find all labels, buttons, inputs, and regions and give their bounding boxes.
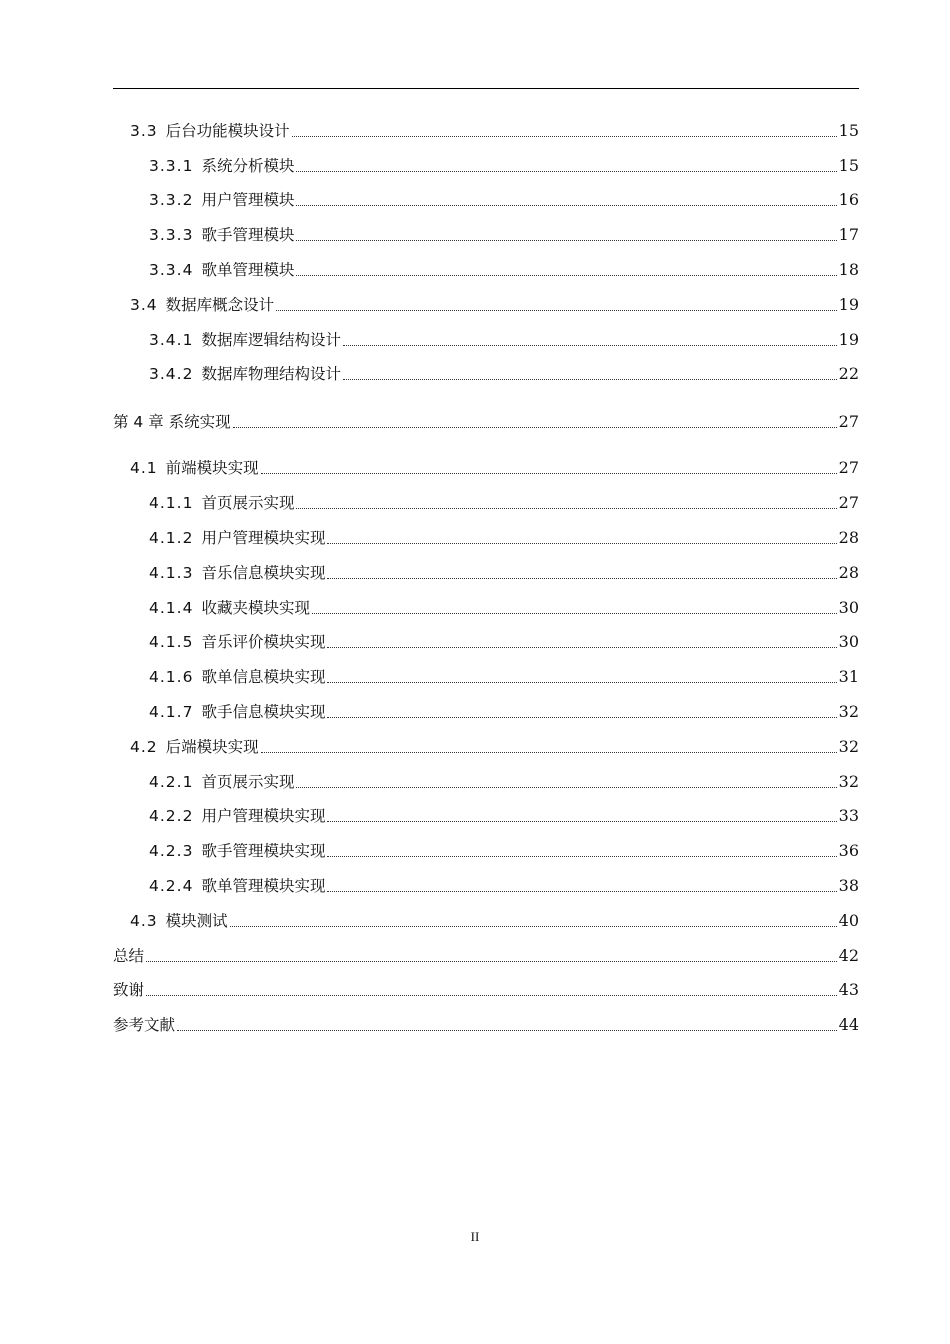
toc-entry-title: 后台功能模块设计 [165, 121, 290, 140]
toc-entry-page: 36 [838, 841, 859, 861]
toc-entry-page: 30 [838, 597, 859, 617]
dot-leader [327, 717, 836, 718]
page-number: II [470, 1229, 480, 1244]
toc-entry[interactable] [113, 111, 859, 146]
toc-entry-title: 致谢 [113, 981, 145, 1000]
dot-leader [327, 543, 836, 544]
toc-entry[interactable] [113, 901, 859, 936]
toc-entry-number: 3.4.2 [149, 365, 194, 384]
toc-entry-number: 3.3.4 [149, 260, 194, 279]
toc-entry[interactable] [113, 518, 859, 553]
dot-leader [327, 821, 836, 822]
toc-entry-page: 40 [838, 910, 859, 930]
dot-leader [296, 275, 836, 276]
toc-entry-number: 4.1.2 [149, 528, 194, 547]
dot-leader [343, 379, 837, 380]
table-of-contents [113, 111, 859, 1040]
dot-leader [343, 345, 837, 346]
toc-entry-page: 27 [838, 493, 859, 513]
header-rule [113, 88, 859, 89]
toc-entry-number: 4.1.4 [149, 598, 194, 617]
dot-leader [233, 427, 837, 428]
toc-entry-title: 后端模块实现 [165, 737, 259, 756]
toc-entry-number: 3.3 [130, 121, 158, 140]
toc-entry[interactable] [113, 1005, 859, 1040]
toc-entry-title: 歌手管理模块 [201, 226, 295, 245]
toc-entry[interactable] [113, 320, 859, 355]
dot-leader [276, 310, 836, 311]
dot-leader [296, 205, 836, 206]
toc-entry[interactable] [113, 437, 859, 483]
toc-entry[interactable] [113, 553, 859, 588]
dot-leader [296, 508, 836, 509]
toc-entry-number: 4.2.2 [149, 807, 194, 826]
toc-entry-title: 歌单管理模块 [201, 260, 295, 279]
toc-entry-page: 16 [838, 190, 859, 210]
toc-entry-number: 4.2 [130, 737, 158, 756]
toc-entry[interactable] [113, 623, 859, 658]
toc-entry-title: 数据库物理结构设计 [201, 365, 341, 384]
dot-leader [327, 647, 836, 648]
toc-entry-page: 28 [838, 562, 859, 582]
toc-entry[interactable] [113, 936, 859, 971]
toc-entry-page: 28 [838, 527, 859, 547]
toc-entry-page: 44 [838, 1015, 859, 1035]
dot-leader [327, 578, 836, 579]
toc-entry-title: 首页展示实现 [201, 772, 295, 791]
toc-entry-number: 4.1.5 [149, 633, 194, 652]
dot-leader [146, 961, 837, 962]
toc-entry[interactable] [113, 181, 859, 216]
toc-entry-title: 歌单管理模块实现 [201, 876, 326, 895]
toc-entry-number: 3.3.2 [149, 191, 194, 210]
toc-entry[interactable] [113, 146, 859, 181]
toc-entry-title: 总结 [113, 946, 145, 965]
toc-entry[interactable] [113, 971, 859, 1006]
dot-leader [296, 787, 836, 788]
toc-entry[interactable] [113, 285, 859, 320]
dot-leader [296, 240, 836, 241]
toc-entry-number: 4.1.6 [149, 668, 194, 687]
toc-entry[interactable] [113, 215, 859, 250]
toc-entry-title: 用户管理模块实现 [201, 528, 326, 547]
dot-leader [261, 473, 837, 474]
dot-leader [296, 171, 836, 172]
toc-entry-title: 用户管理模块实现 [201, 807, 326, 826]
dot-leader [327, 856, 836, 857]
toc-entry-page: 32 [838, 771, 859, 791]
toc-entry-page: 38 [838, 875, 859, 895]
toc-entry[interactable] [113, 355, 859, 390]
toc-entry-page: 31 [838, 667, 859, 687]
toc-entry-page: 22 [838, 364, 859, 384]
toc-entry-page: 15 [838, 155, 859, 175]
toc-entry-number: 4.1.7 [149, 702, 194, 721]
toc-entry-page: 30 [838, 632, 859, 652]
toc-entry-page: 32 [838, 736, 859, 756]
dot-leader [327, 891, 836, 892]
toc-entry-number: 4.1.3 [149, 563, 194, 582]
toc-entry[interactable] [113, 866, 859, 901]
dot-leader [292, 136, 837, 137]
toc-entry-page: 27 [838, 458, 859, 478]
toc-entry-title: 前端模块实现 [165, 459, 259, 478]
dot-leader [230, 926, 837, 927]
toc-entry-page: 19 [838, 294, 859, 314]
toc-entry-title: 数据库逻辑结构设计 [201, 330, 341, 349]
toc-entry-page: 19 [838, 329, 859, 349]
toc-entry[interactable] [113, 588, 859, 623]
toc-entry-title: 音乐评价模块实现 [201, 633, 326, 652]
toc-entry-title: 模块测试 [165, 911, 228, 930]
toc-entry-page: 17 [838, 225, 859, 245]
toc-entry[interactable] [113, 692, 859, 727]
toc-entry-title: 系统分析模块 [201, 156, 295, 175]
toc-entry-number: 4.1.1 [149, 494, 194, 513]
toc-entry-title: 参考文献 [113, 1016, 176, 1035]
toc-entry-title: 首页展示实现 [201, 494, 295, 513]
dot-leader [327, 682, 836, 683]
toc-entry-page: 18 [838, 259, 859, 279]
toc-entry[interactable] [113, 762, 859, 797]
toc-entry-page: 43 [838, 980, 859, 1000]
dot-leader [177, 1030, 837, 1031]
toc-entry-title: 歌单信息模块实现 [201, 668, 326, 687]
dot-leader [261, 752, 837, 753]
toc-entry-number: 3.4 [130, 295, 158, 314]
toc-entry-number: 4.3 [130, 911, 158, 930]
toc-entry-number: 4.2.3 [149, 842, 194, 861]
toc-entry[interactable] [113, 657, 859, 692]
dot-leader [146, 995, 837, 996]
toc-entry-title: 用户管理模块 [201, 191, 295, 210]
toc-entry[interactable] [113, 483, 859, 518]
toc-entry[interactable] [113, 797, 859, 832]
toc-entry-number: 3.3.3 [149, 226, 194, 245]
toc-entry-page: 42 [838, 945, 859, 965]
dot-leader [312, 613, 837, 614]
toc-entry-page: 15 [838, 120, 859, 140]
toc-entry[interactable] [113, 831, 859, 866]
toc-entry-number: 4.1 [130, 459, 158, 478]
toc-entry-title: 收藏夹模块实现 [201, 598, 310, 617]
toc-entry-title: 数据库概念设计 [165, 295, 275, 314]
toc-entry-number: 4.2.1 [149, 772, 194, 791]
toc-entry-number: 4.2.4 [149, 876, 194, 895]
toc-entry-number: 3.4.1 [149, 330, 194, 349]
toc-entry-page: 33 [838, 806, 859, 826]
toc-entry[interactable] [113, 727, 859, 762]
toc-entry-number: 3.3.1 [149, 156, 194, 175]
toc-entry-title: 音乐信息模块实现 [201, 563, 326, 582]
toc-entry-page: 27 [838, 412, 859, 432]
toc-entry[interactable] [113, 389, 859, 437]
toc-entry-title: 歌手信息模块实现 [201, 702, 326, 721]
toc-entry-page: 32 [838, 701, 859, 721]
toc-entry-title: 歌手管理模块实现 [201, 842, 326, 861]
toc-entry-title: 第 4 章 系统实现 [113, 413, 231, 432]
toc-entry[interactable] [113, 250, 859, 285]
